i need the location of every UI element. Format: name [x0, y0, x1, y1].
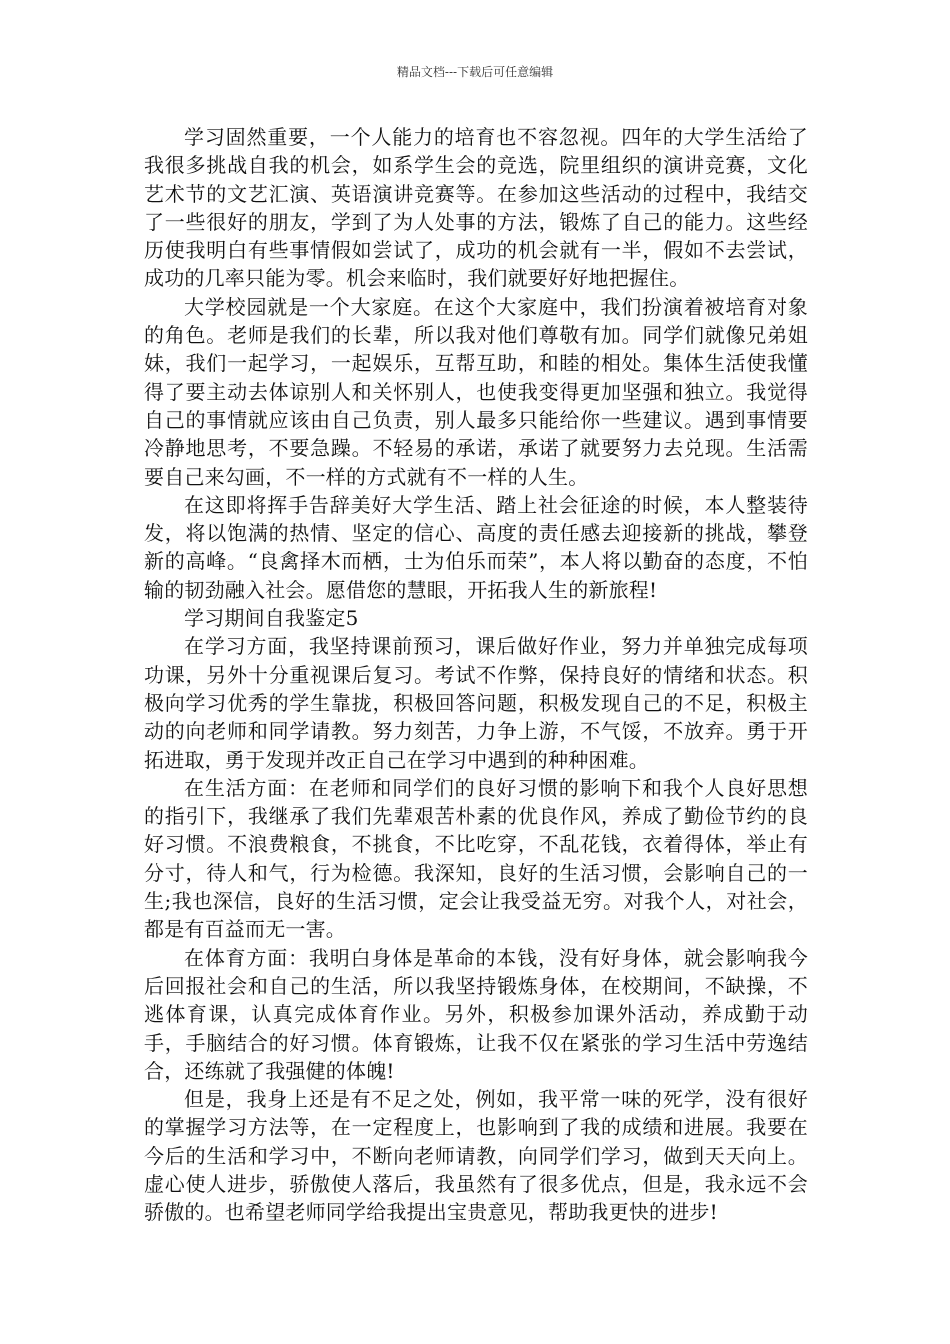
paragraph-sports: 在体育方面：我明白身体是革命的本钱，没有好身体，就会影响我今后回报社会和自己的生活，所以我坚持锻炼身体，在校期间，不缺操，不逃体育课，认真完成体育作业。另外，积极参加课外活动，养成勤于动手，手脑结合的好习惯。体育锻炼，让我不仅在紧张的学习生活中劳逸结合，还练就了我强健的体魄!	[144, 945, 808, 1083]
paragraph-farewell: 在这即将挥手告辞美好大学生活、踏上社会征途的时候，本人整装待发，将以饱满的热情、坚定的信心、高度的责任感去迎接新的挑战，攀登新的高峰。“良禽择木而栖，士为伯乐而荣”，本人将以勤奋的态度，不怕输的韧劲融入社会。愿借您的慧眼，开拓我人生的新旅程!	[144, 492, 808, 602]
paragraph-shortcomings: 但是，我身上还是有不足之处，例如，我平常一味的死学，没有很好的掌握学习方法等，在一定程度上，也影响到了我的成绩和进展。我要在今后的生活和学习中，不断向老师请教，向同学们学习，做到天天向上。虚心使人进步，骄傲使人落后，我虽然有了很多优点，但是，我永远不会骄傲的。也希望老师同学给我提出宝贵意见，帮助我更快的进步!	[144, 1087, 808, 1225]
paragraph-life: 在生活方面：在老师和同学们的良好习惯的影响下和我个人良好思想的指引下，我继承了我们先辈艰苦朴素的优良作风，养成了勤俭节约的良好习惯。不浪费粮食，不挑食，不比吃穿，不乱花钱，衣着得体，举止有分寸，待人和气，行为检德。我深知，良好的生活习惯，会影响自己的一生;我也深信，良好的生活习惯，定会让我受益无穷。对我个人，对社会，都是有百益而无一害。	[144, 775, 808, 942]
paragraph-study: 在学习方面，我坚持课前预习，课后做好作业，努力并单独完成每项功课，另外十分重视课后复习。考试不作弊，保持良好的情绪和状态。积极向学习优秀的学生靠拢，积极回答问题，积极发现自己的不足，积极主动的向老师和同学请教。努力刻苦，力争上游，不气馁，不放弃。勇于开拓进取，勇于发现并改正自己在学习中遇到的种种困难。	[144, 634, 808, 772]
paragraph-campus-family: 大学校园就是一个大家庭。在这个大家庭中，我们扮演着被培育对象的角色。老师是我们的长辈，所以我对他们尊敬有加。同学们就像兄弟姐妹，我们一起学习，一起娱乐，互帮互助，和睦的相处。集体生活使我懂得了要主动去体谅别人和关怀别人，也使我变得更加坚强和独立。我觉得自己的事情就应该由自己负责，别人最多只能给你一些建议。遇到事情要冷静地思考，不要急躁。不轻易的承诺，承诺了就要努力去兑现。生活需要自己来勾画，不一样的方式就有不一样的人生。	[144, 294, 808, 489]
paragraph-ability: 学习固然重要，一个人能力的培育也不容忽视。四年的大学生活给了我很多挑战自我的机会，如系学生会的竞选，院里组织的演讲竞赛，文化艺术节的文艺汇演、英语演讲竞赛等。在参加这些活动的过程中，我结交了一些很好的朋友，学到了为人处事的方法，锻炼了自己的能力。这些经历使我明白有些事情假如尝试了，成功的机会就有一半，假如不去尝试，成功的几率只能为零。机会来临时，我们就要好好地把握住。	[144, 125, 808, 291]
section-heading: 学习期间自我鉴定5	[184, 606, 359, 631]
page-header: 精品文档---下载后可任意编辑	[396, 65, 554, 79]
document-body	[144, 123, 808, 1227]
